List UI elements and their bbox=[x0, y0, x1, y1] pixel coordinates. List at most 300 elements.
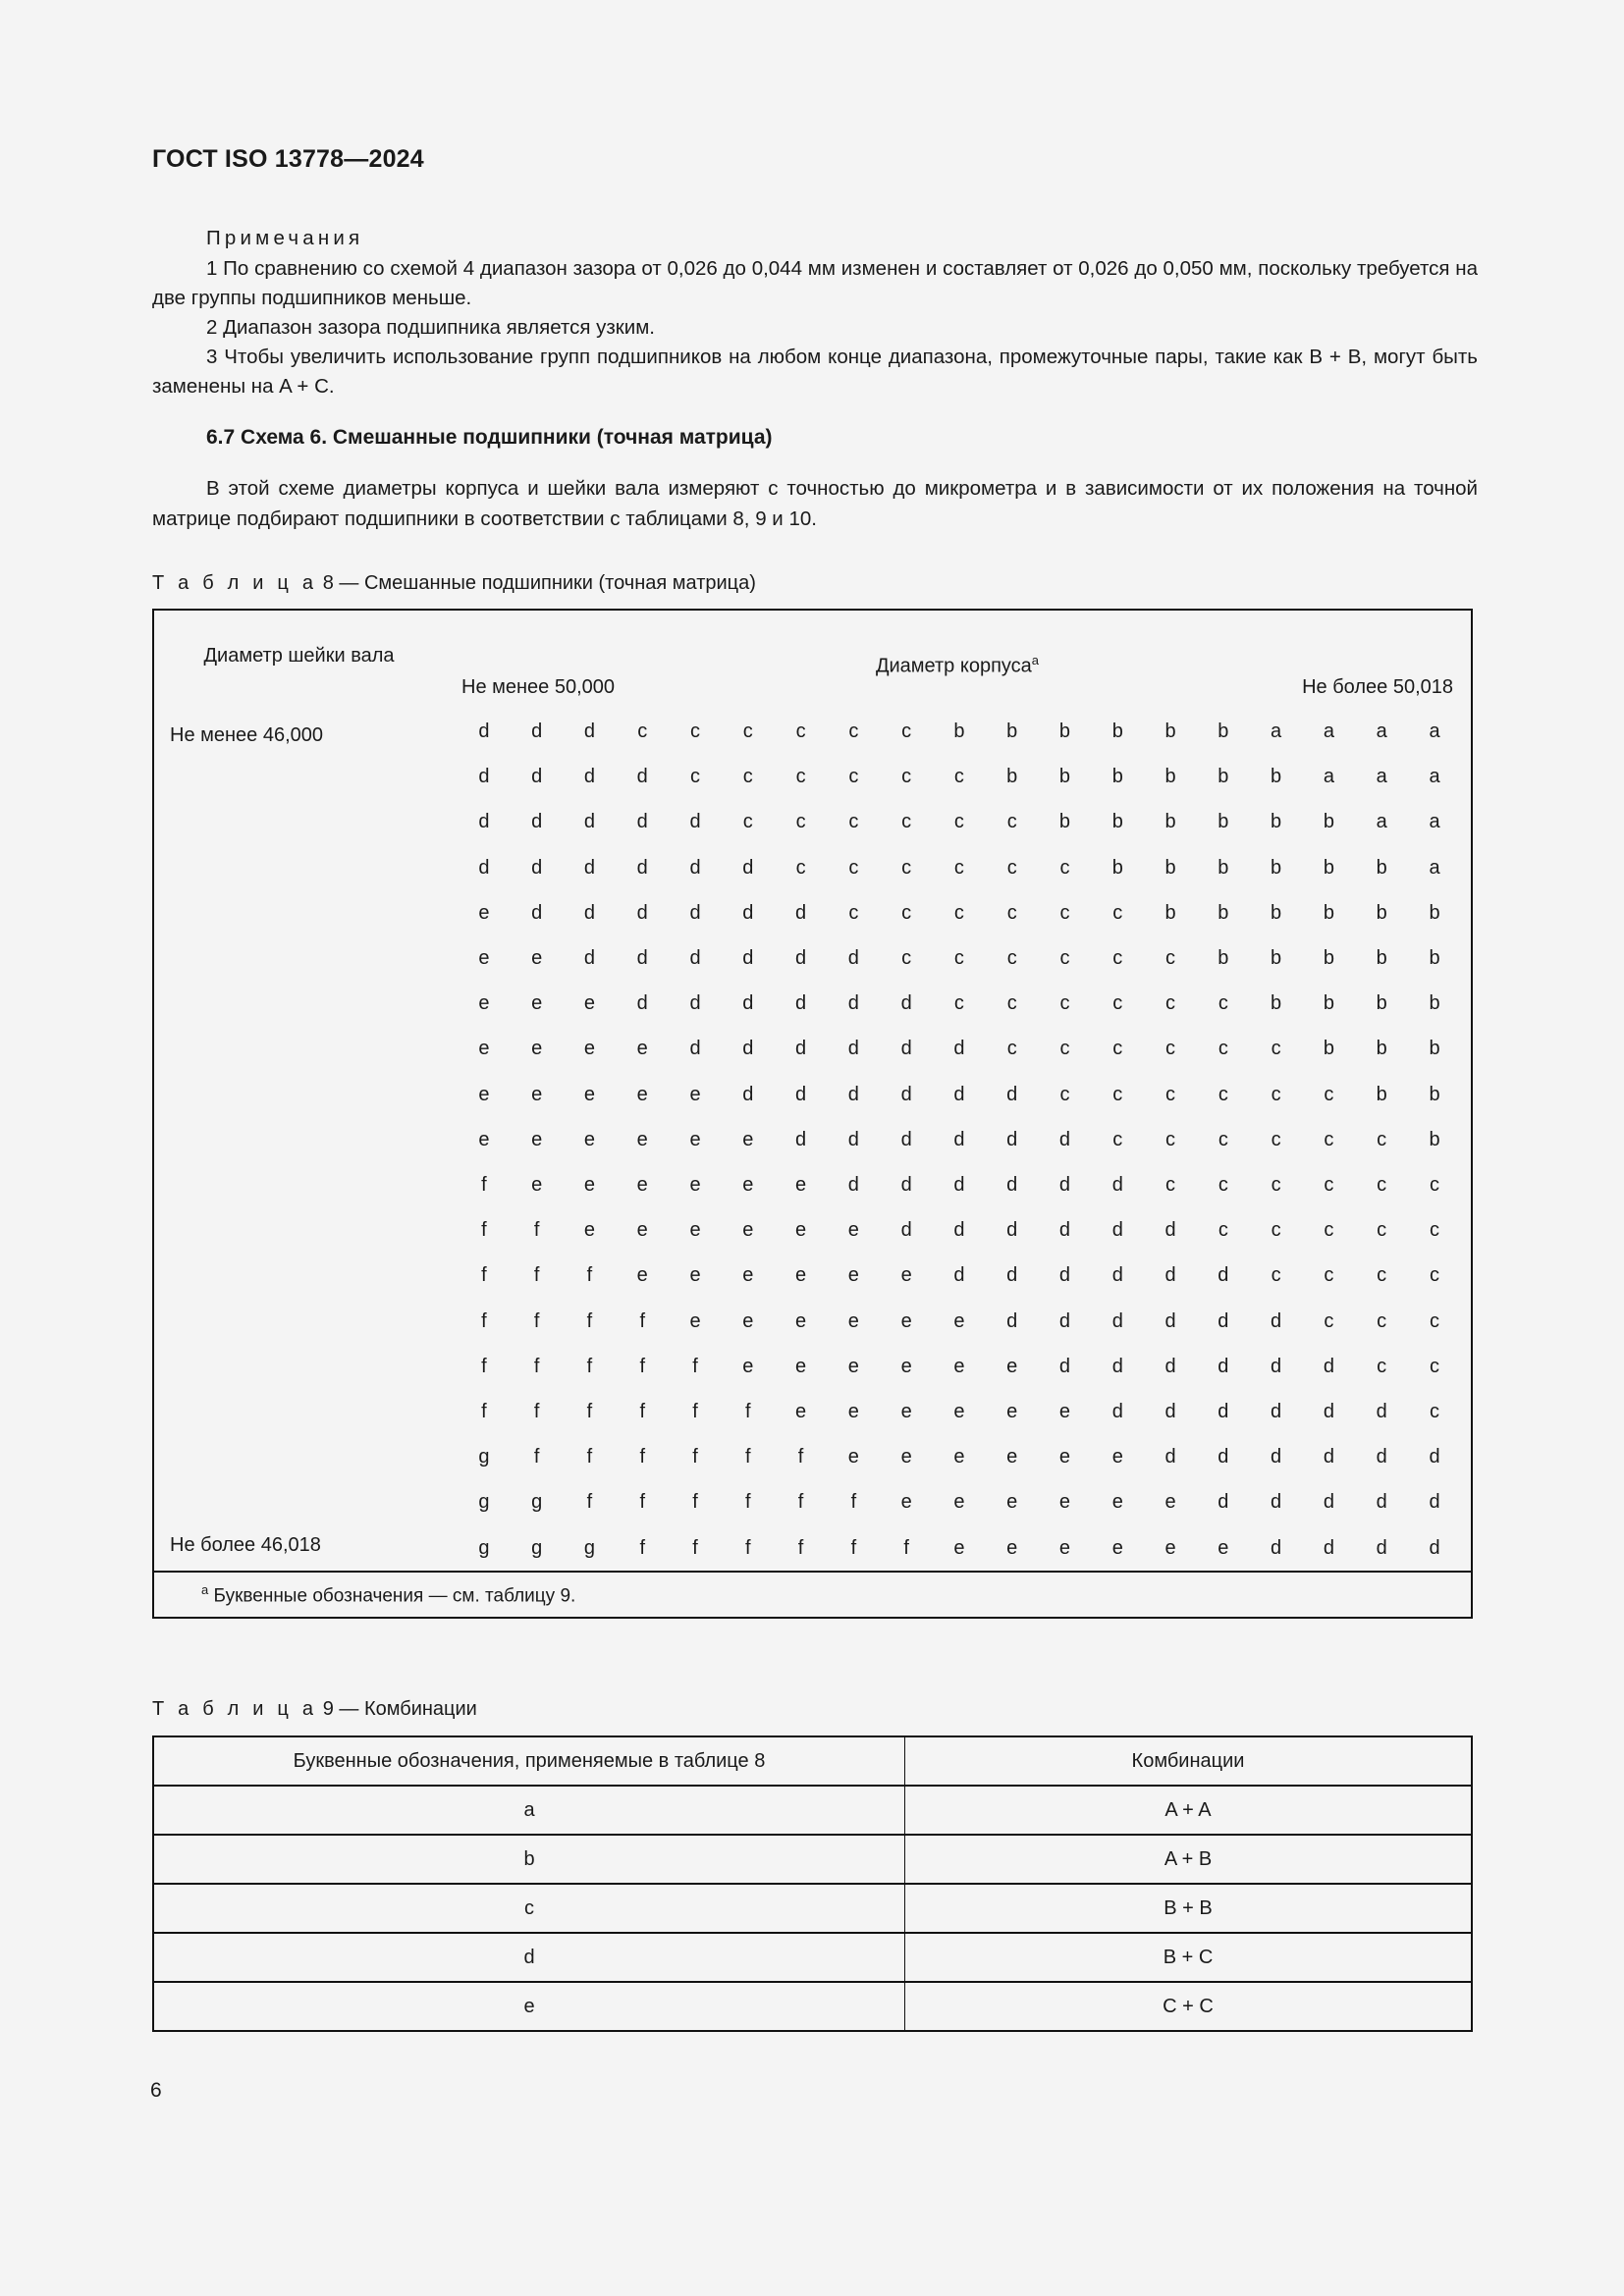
matrix-row-pad-left bbox=[444, 754, 458, 799]
table8-matrix-cell: c bbox=[848, 901, 859, 924]
table8-matrix-cell: f bbox=[692, 1536, 698, 1559]
table8-matrix-cell: c bbox=[1430, 1219, 1440, 1242]
table8-matrix-cell: b bbox=[1429, 901, 1440, 924]
table8-matrix-cell: d bbox=[795, 947, 807, 970]
table8-matrix-cell: c bbox=[1006, 811, 1017, 833]
table8-matrix-cell: f bbox=[639, 1446, 646, 1468]
table8-matrix-cell: c bbox=[1324, 1219, 1334, 1242]
table8-matrix-cell: e bbox=[1006, 1536, 1018, 1559]
document-header: ГОСТ ISO 13778—2024 bbox=[152, 145, 424, 173]
table9-header-row bbox=[153, 1736, 1472, 1786]
table8-matrix-cell: d bbox=[1058, 1264, 1071, 1287]
table8-matrix-cell: d bbox=[1323, 1536, 1334, 1559]
table8-matrix-cell: c bbox=[1112, 1083, 1123, 1105]
table8-matrix-cell: b bbox=[1271, 901, 1282, 924]
table8-matrix-cell: d bbox=[583, 766, 596, 788]
table8-matrix-cell: e bbox=[583, 1038, 596, 1060]
table8-matrix-cell: d bbox=[689, 1038, 701, 1060]
table8-matrix-cell: d bbox=[1006, 1083, 1018, 1105]
table8-matrix-cell: d bbox=[742, 901, 754, 924]
table8-body-row bbox=[154, 709, 1471, 1572]
matrix-row-pad-right bbox=[1461, 1299, 1471, 1344]
table8-matrix-cell: b bbox=[1164, 811, 1176, 833]
table8-matrix-cell: c bbox=[742, 721, 753, 742]
table8-matrix-cell: e bbox=[953, 1536, 965, 1559]
table8-matrix-cell: d bbox=[742, 1083, 754, 1105]
table8-matrix-cell: d bbox=[1218, 1355, 1229, 1377]
table8-matrix-cell: g bbox=[478, 1446, 490, 1468]
matrix-row-pad-right bbox=[1461, 1207, 1471, 1253]
table8-matrix-cell: d bbox=[953, 1038, 965, 1060]
table8-matrix-cell: f bbox=[639, 1355, 646, 1377]
table8-matrix-cell: d bbox=[953, 1128, 965, 1150]
table8-matrix-cell: c bbox=[953, 947, 964, 970]
table8-matrix-cell: c bbox=[1218, 1219, 1228, 1242]
table8-matrix-cell: e bbox=[847, 1446, 859, 1468]
table8-matrix-cell: f bbox=[850, 1536, 857, 1559]
table8-matrix-cell: a bbox=[1429, 856, 1440, 879]
table8-matrix-cell: d bbox=[478, 766, 490, 788]
table8-footnote-row bbox=[154, 1572, 1471, 1617]
table8-matrix-cell: d bbox=[689, 992, 701, 1015]
matrix-row-pad-right bbox=[1461, 1253, 1471, 1298]
table8-matrix-cell: e bbox=[1058, 1536, 1071, 1559]
table8-matrix-cell: f bbox=[481, 1309, 487, 1332]
table8-matrix-cell: c bbox=[1324, 1264, 1334, 1287]
table8-matrix-cell: b bbox=[1429, 947, 1440, 970]
table8-matrix-cell: c bbox=[1059, 856, 1070, 879]
matrix-row-pad-left bbox=[444, 981, 458, 1026]
table8-matrix-cell: d bbox=[689, 947, 701, 970]
matrix-row-pad-right bbox=[1461, 935, 1471, 981]
table8-matrix-cell: d bbox=[900, 992, 912, 1015]
table8-matrix-cell: c bbox=[1218, 1174, 1228, 1197]
table8-matrix-cell: e bbox=[900, 1355, 912, 1377]
table8-matrix-cell: e bbox=[847, 1309, 859, 1332]
table9-combination-cell: C + C bbox=[905, 1982, 1473, 2031]
table8-matrix-cell: a bbox=[1429, 766, 1440, 788]
table8-matrix-cell: c bbox=[953, 811, 964, 833]
table8-matrix-cell: e bbox=[689, 1083, 701, 1105]
table8-matrix-cell: f bbox=[533, 1219, 540, 1242]
table8-matrix-cell: e bbox=[478, 901, 490, 924]
table8-matrix-cell: d bbox=[1006, 1174, 1018, 1197]
table8-matrix-cell: b bbox=[1111, 856, 1123, 879]
table9-letter-cell: e bbox=[153, 1982, 905, 2031]
table8-matrix-cell: d bbox=[795, 1083, 807, 1105]
table8-matrix-cell: b bbox=[1323, 901, 1334, 924]
table8-matrix-cell: d bbox=[1058, 1128, 1071, 1150]
table8-matrix-cell: f bbox=[481, 1264, 487, 1287]
table8-matrix-cell: e bbox=[1111, 1491, 1123, 1514]
table9-letter-cell: a bbox=[153, 1786, 905, 1835]
table8-matrix-cell: b bbox=[1006, 721, 1018, 742]
table8-matrix-cell: e bbox=[1006, 1446, 1018, 1468]
table8-matrix-cell: d bbox=[1111, 1264, 1123, 1287]
table8-matrix-cell: c bbox=[1430, 1174, 1440, 1197]
table8-matrix-cell: e bbox=[583, 1128, 596, 1150]
table8-matrix-cell: f bbox=[745, 1401, 751, 1423]
table8-matrix-cell: d bbox=[953, 1174, 965, 1197]
table8-matrix-cell: b bbox=[1218, 856, 1229, 879]
table9-letter-cell: c bbox=[153, 1884, 905, 1933]
matrix-row-pad-left bbox=[444, 845, 458, 890]
table8-matrix-cell: e bbox=[636, 1128, 648, 1150]
table8-matrix-cell: b bbox=[1271, 856, 1282, 879]
table9-caption bbox=[152, 1698, 477, 1721]
table8-matrix-cell: d bbox=[531, 901, 543, 924]
table8-matrix-cell: e bbox=[531, 1038, 543, 1060]
table9-row bbox=[153, 1933, 1472, 1982]
matrix-row-pad-left bbox=[444, 1072, 458, 1117]
table8-matrix-cell: d bbox=[1271, 1401, 1282, 1423]
table8-matrix-cell: e bbox=[742, 1355, 754, 1377]
table8-matrix-cell: b bbox=[1006, 766, 1018, 788]
table8-matrix-cell: b bbox=[1376, 992, 1387, 1015]
table8-matrix-cell: c bbox=[1218, 1083, 1228, 1105]
table8-matrix-cell: b bbox=[1271, 947, 1282, 970]
table8-matrix-cell: d bbox=[1058, 1309, 1071, 1332]
table8-matrix-cell: d bbox=[795, 901, 807, 924]
table8-matrix-cell: e bbox=[636, 1083, 648, 1105]
table8-matrix-cell: c bbox=[1165, 1038, 1176, 1060]
table8-axis-top: Не менее 46,000 bbox=[170, 724, 324, 746]
table8-matrix-cell: b bbox=[1376, 1083, 1387, 1105]
table8-matrix-cell: d bbox=[531, 811, 543, 833]
table8-matrix-cell: b bbox=[1271, 992, 1282, 1015]
table9-row bbox=[153, 1786, 1472, 1835]
table8-matrix-cell: c bbox=[742, 811, 753, 833]
table8-matrix-cell: e bbox=[1164, 1536, 1176, 1559]
table8-matrix-cell: e bbox=[847, 1355, 859, 1377]
table8-matrix-cell: b bbox=[1111, 766, 1123, 788]
table8-matrix-cell: c bbox=[1112, 1038, 1123, 1060]
table8-matrix-cell: g bbox=[531, 1536, 543, 1559]
matrix-row-pad-left bbox=[444, 1525, 458, 1571]
table8-matrix-cell: d bbox=[1271, 1446, 1282, 1468]
table8-matrix-cell: d bbox=[1111, 1309, 1123, 1332]
table8-matrix-row bbox=[444, 1026, 1471, 1071]
table8-matrix bbox=[444, 709, 1471, 1571]
table8-matrix-cell: d bbox=[1006, 1219, 1018, 1242]
table8-matrix-cell: b bbox=[1111, 811, 1123, 833]
table8-matrix-cell: d bbox=[1376, 1446, 1387, 1468]
table8-matrix-cell: d bbox=[742, 947, 754, 970]
table8-matrix-cell: c bbox=[1271, 1219, 1281, 1242]
table8-matrix-cell: d bbox=[1111, 1219, 1123, 1242]
matrix-row-pad-left bbox=[444, 1117, 458, 1162]
table8-matrix-cell: b bbox=[1218, 947, 1229, 970]
table8-matrix-cell: d bbox=[1111, 1174, 1123, 1197]
table9 bbox=[152, 1735, 1473, 2032]
table8-matrix-cell: e bbox=[689, 1219, 701, 1242]
table8-matrix-cell: a bbox=[1323, 766, 1334, 788]
table8-matrix-cell: d bbox=[1271, 1309, 1282, 1332]
table8-matrix-cell: a bbox=[1376, 721, 1387, 742]
table9-combination-cell: B + B bbox=[905, 1884, 1473, 1933]
table8-axis-bottom: Не более 46,018 bbox=[170, 1533, 321, 1556]
notes-block bbox=[152, 224, 1478, 401]
table8-matrix-cell: e bbox=[583, 992, 596, 1015]
table8-header-housing-title bbox=[444, 641, 1471, 678]
table9-body bbox=[153, 1786, 1472, 2031]
table8-matrix-cell: e bbox=[478, 1083, 490, 1105]
table8-matrix-row bbox=[444, 754, 1471, 799]
table8-matrix-cell: e bbox=[953, 1309, 965, 1332]
table8-matrix-cell: d bbox=[689, 901, 701, 924]
table8-matrix-cell: f bbox=[481, 1401, 487, 1423]
table8-matrix-cell: g bbox=[531, 1491, 543, 1514]
table8-matrix-cell: d bbox=[583, 811, 596, 833]
matrix-row-pad-right bbox=[1461, 890, 1471, 935]
table8-matrix-cell: e bbox=[742, 1219, 754, 1242]
table8-matrix-cell: c bbox=[1377, 1264, 1387, 1287]
table8-matrix-cell: c bbox=[1324, 1309, 1334, 1332]
matrix-row-pad-left bbox=[444, 799, 458, 844]
table8-matrix-row bbox=[444, 1162, 1471, 1207]
table8-matrix-cell: f bbox=[903, 1536, 909, 1559]
table8-matrix-cell: c bbox=[901, 766, 912, 788]
table8-matrix-cell: c bbox=[848, 811, 859, 833]
table8-matrix-cell: e bbox=[531, 1083, 543, 1105]
table8-matrix-cell: d bbox=[1376, 1401, 1387, 1423]
table8-header-row bbox=[154, 611, 1471, 709]
table8-matrix-cell: e bbox=[1111, 1446, 1123, 1468]
table8-range-max: Не более 50,018 bbox=[1302, 676, 1453, 698]
note-item-2: 2 Диапазон зазора подшипника является узким. bbox=[206, 316, 655, 339]
table8-matrix-cell: e bbox=[689, 1264, 701, 1287]
table8-shaft-axis bbox=[154, 709, 444, 1572]
table8-matrix-cell: e bbox=[900, 1446, 912, 1468]
table8-matrix-cell: b bbox=[1323, 811, 1334, 833]
table8-matrix-cell: d bbox=[1164, 1264, 1176, 1287]
table8-header-housing bbox=[444, 611, 1471, 709]
table8-matrix-cell: c bbox=[1218, 992, 1228, 1015]
table8-footnote-cell bbox=[154, 1572, 1471, 1617]
table8-matrix-cell: d bbox=[636, 856, 648, 879]
table8-matrix-cell: e bbox=[636, 1174, 648, 1197]
table8-matrix-cell: f bbox=[481, 1219, 487, 1242]
table8-matrix-cell: a bbox=[1376, 811, 1387, 833]
table8-matrix-row bbox=[444, 799, 1471, 844]
table8-matrix-cell: b bbox=[1218, 811, 1229, 833]
table8-matrix-cell: g bbox=[583, 1536, 596, 1559]
table8-matrix-cell: a bbox=[1271, 721, 1282, 742]
table8-matrix-cell: f bbox=[533, 1446, 540, 1468]
table8-matrix-cell: e bbox=[795, 1401, 807, 1423]
table8-matrix-cell: b bbox=[1323, 1038, 1334, 1060]
table8-matrix-cell: e bbox=[742, 1309, 754, 1332]
table8-matrix-cell: d bbox=[583, 901, 596, 924]
table8-caption-label: Т а б л и ц а bbox=[152, 572, 318, 594]
table8-matrix-cell: d bbox=[583, 721, 596, 742]
table8-matrix-cell: e bbox=[953, 1401, 965, 1423]
table8-matrix-cell: e bbox=[478, 992, 490, 1015]
matrix-row-pad-left bbox=[444, 1344, 458, 1389]
table8-matrix-cell: f bbox=[745, 1536, 751, 1559]
table8-matrix-cell: e bbox=[742, 1174, 754, 1197]
table8-matrix-cell: d bbox=[1271, 1536, 1282, 1559]
table8-matrix-cell: c bbox=[1059, 947, 1070, 970]
table8-matrix-cell: e bbox=[847, 1264, 859, 1287]
table8-matrix-cell: c bbox=[953, 992, 964, 1015]
table8-matrix-cell: c bbox=[1324, 1174, 1334, 1197]
table8-matrix-cell: c bbox=[1165, 1083, 1176, 1105]
table8-matrix-cell: d bbox=[953, 1264, 965, 1287]
table8-footnote-marker: a bbox=[201, 1581, 209, 1597]
table8-matrix-cell: c bbox=[1377, 1355, 1387, 1377]
table8-matrix-cell: c bbox=[848, 856, 859, 879]
table8-matrix-cell: b bbox=[1218, 721, 1229, 742]
table8-matrix-cell: d bbox=[1323, 1401, 1334, 1423]
table8-matrix-cell: d bbox=[953, 1083, 965, 1105]
table8-matrix-cell: b bbox=[1111, 721, 1123, 742]
table8-matrix-cell: e bbox=[795, 1355, 807, 1377]
table8-matrix-cell: d bbox=[1429, 1491, 1440, 1514]
table8-matrix-cell: c bbox=[1377, 1219, 1387, 1242]
table8-matrix-cell: d bbox=[1429, 1536, 1440, 1559]
table8-matrix-cell: d bbox=[531, 721, 543, 742]
table8-matrix-cell: d bbox=[1164, 1446, 1176, 1468]
table8-matrix-cell: b bbox=[1164, 901, 1176, 924]
table8-matrix-cell: f bbox=[586, 1264, 593, 1287]
table8-matrix-cell: b bbox=[1323, 947, 1334, 970]
table8-matrix-cell: d bbox=[1271, 1355, 1282, 1377]
table8-matrix-cell: c bbox=[1006, 901, 1017, 924]
table8-header-footnote-marker: a bbox=[1031, 653, 1040, 668]
table8-matrix-cell: f bbox=[692, 1491, 698, 1514]
table8-matrix-cell: c bbox=[637, 721, 648, 742]
table8-matrix-cell: e bbox=[953, 1355, 965, 1377]
table8-matrix-cell: d bbox=[953, 1219, 965, 1242]
table8-matrix-cell: d bbox=[478, 811, 490, 833]
matrix-row-pad-right bbox=[1461, 845, 1471, 890]
matrix-row-pad-right bbox=[1461, 1434, 1471, 1479]
table9-letter-cell: d bbox=[153, 1933, 905, 1982]
table8-matrix-cell: e bbox=[847, 1219, 859, 1242]
table8-matrix-cell: c bbox=[1324, 1083, 1334, 1105]
table8-matrix-cell: b bbox=[1058, 721, 1071, 742]
table8-matrix-cell: d bbox=[900, 1038, 912, 1060]
table8-matrix-cell: e bbox=[742, 1128, 754, 1150]
table8-matrix-cell: c bbox=[795, 766, 806, 788]
matrix-row-pad-right bbox=[1461, 1072, 1471, 1117]
table8-matrix-cell: c bbox=[1059, 1038, 1070, 1060]
table8-matrix-cell: d bbox=[900, 1083, 912, 1105]
table8 bbox=[152, 609, 1473, 1619]
table8-matrix-cell: c bbox=[1377, 1128, 1387, 1150]
table8-matrix-cell: f bbox=[692, 1446, 698, 1468]
table8-matrix-cell: b bbox=[1376, 947, 1387, 970]
table8-matrix-cell: d bbox=[795, 1038, 807, 1060]
table8-matrix-cell: e bbox=[583, 1174, 596, 1197]
table8-footnote-text: Буквенные обозначения — см. таблицу 9. bbox=[213, 1585, 576, 1607]
table8-matrix-cell: b bbox=[1164, 856, 1176, 879]
table8-matrix-row bbox=[444, 890, 1471, 935]
table8-matrix-cell: b bbox=[1376, 856, 1387, 879]
table8-matrix-cell: d bbox=[1164, 1309, 1176, 1332]
table8-matrix-cell: c bbox=[953, 901, 964, 924]
matrix-row-pad-right bbox=[1461, 1344, 1471, 1389]
table8-matrix-cell: d bbox=[636, 992, 648, 1015]
table8-matrix-cell: e bbox=[531, 947, 543, 970]
table8-matrix-cell: f bbox=[639, 1401, 646, 1423]
table8-matrix-cell: e bbox=[531, 992, 543, 1015]
table8-matrix-cell: d bbox=[1218, 1491, 1229, 1514]
table8-matrix-cell: d bbox=[900, 1174, 912, 1197]
table8-matrix-cell: b bbox=[953, 721, 965, 742]
table8-matrix-cell: f bbox=[797, 1536, 804, 1559]
table8-matrix-cell: c bbox=[1377, 1174, 1387, 1197]
table8-matrix-cell: d bbox=[1164, 1219, 1176, 1242]
table8-matrix-cell: c bbox=[1165, 1174, 1176, 1197]
notes-title: Примечания bbox=[206, 227, 364, 249]
table8-matrix-cell: f bbox=[533, 1355, 540, 1377]
table8-matrix-cell: e bbox=[900, 1401, 912, 1423]
table8-matrix-cell: c bbox=[1112, 1128, 1123, 1150]
matrix-row-pad-left bbox=[444, 890, 458, 935]
table8-matrix-cell: d bbox=[1218, 1446, 1229, 1468]
table8-matrix-cell: c bbox=[1218, 1128, 1228, 1150]
table8-matrix-cell: e bbox=[1006, 1355, 1018, 1377]
table8-matrix-cell: d bbox=[689, 856, 701, 879]
table8-matrix-cell: e bbox=[636, 1264, 648, 1287]
table8-matrix-cell: c bbox=[1271, 1083, 1281, 1105]
table8-matrix-cell: f bbox=[797, 1446, 804, 1468]
table8-matrix-cell: c bbox=[1271, 1128, 1281, 1150]
table8-matrix-cell: b bbox=[1323, 856, 1334, 879]
matrix-row-pad-left bbox=[444, 709, 458, 754]
table8-matrix-cell: f bbox=[586, 1309, 593, 1332]
table8-matrix-cell: d bbox=[742, 1038, 754, 1060]
table8-matrix-cell: c bbox=[1430, 1309, 1440, 1332]
table9-header-letters: Буквенные обозначения, применяемые в таблице 8 bbox=[153, 1736, 905, 1786]
table8-matrix-row bbox=[444, 981, 1471, 1026]
matrix-row-pad-right bbox=[1461, 1525, 1471, 1571]
table8-matrix-cell: d bbox=[1164, 1355, 1176, 1377]
table8-matrix-row bbox=[444, 1072, 1471, 1117]
table8-matrix-cell: e bbox=[531, 1174, 543, 1197]
table8-matrix-cell: e bbox=[953, 1446, 965, 1468]
table8-matrix-cell: a bbox=[1323, 721, 1334, 742]
table8-matrix-cell: e bbox=[1164, 1491, 1176, 1514]
table8-matrix-cell: d bbox=[1271, 1491, 1282, 1514]
table8-matrix-cell: e bbox=[1006, 1491, 1018, 1514]
table8-matrix-cell: d bbox=[1323, 1446, 1334, 1468]
table8-matrix-cell: d bbox=[1429, 1446, 1440, 1468]
table8-matrix-cell: e bbox=[1058, 1491, 1071, 1514]
table8-matrix-cell: c bbox=[1377, 1309, 1387, 1332]
table8-matrix-cell: d bbox=[847, 1038, 859, 1060]
table8-matrix-cell: f bbox=[639, 1309, 646, 1332]
table8-matrix-cell: d bbox=[847, 1083, 859, 1105]
table8-matrix-cell: b bbox=[1271, 811, 1282, 833]
table8-matrix-cell: e bbox=[795, 1264, 807, 1287]
table8-matrix-cell: f bbox=[586, 1491, 593, 1514]
table9-combination-cell: A + A bbox=[905, 1786, 1473, 1835]
table8-matrix-cell: b bbox=[1164, 766, 1176, 788]
table8-matrix-cell: e bbox=[1111, 1536, 1123, 1559]
table8-matrix-cell: d bbox=[900, 1219, 912, 1242]
table8-matrix-row bbox=[444, 1299, 1471, 1344]
table8-matrix-cell: d bbox=[636, 811, 648, 833]
table9-caption-text: — Комбинации bbox=[339, 1698, 477, 1720]
matrix-row-pad-right bbox=[1461, 981, 1471, 1026]
table8-matrix-row bbox=[444, 1389, 1471, 1434]
matrix-row-pad-left bbox=[444, 1207, 458, 1253]
table8-matrix-cell: f bbox=[639, 1491, 646, 1514]
table8-matrix-cell: d bbox=[847, 1174, 859, 1197]
